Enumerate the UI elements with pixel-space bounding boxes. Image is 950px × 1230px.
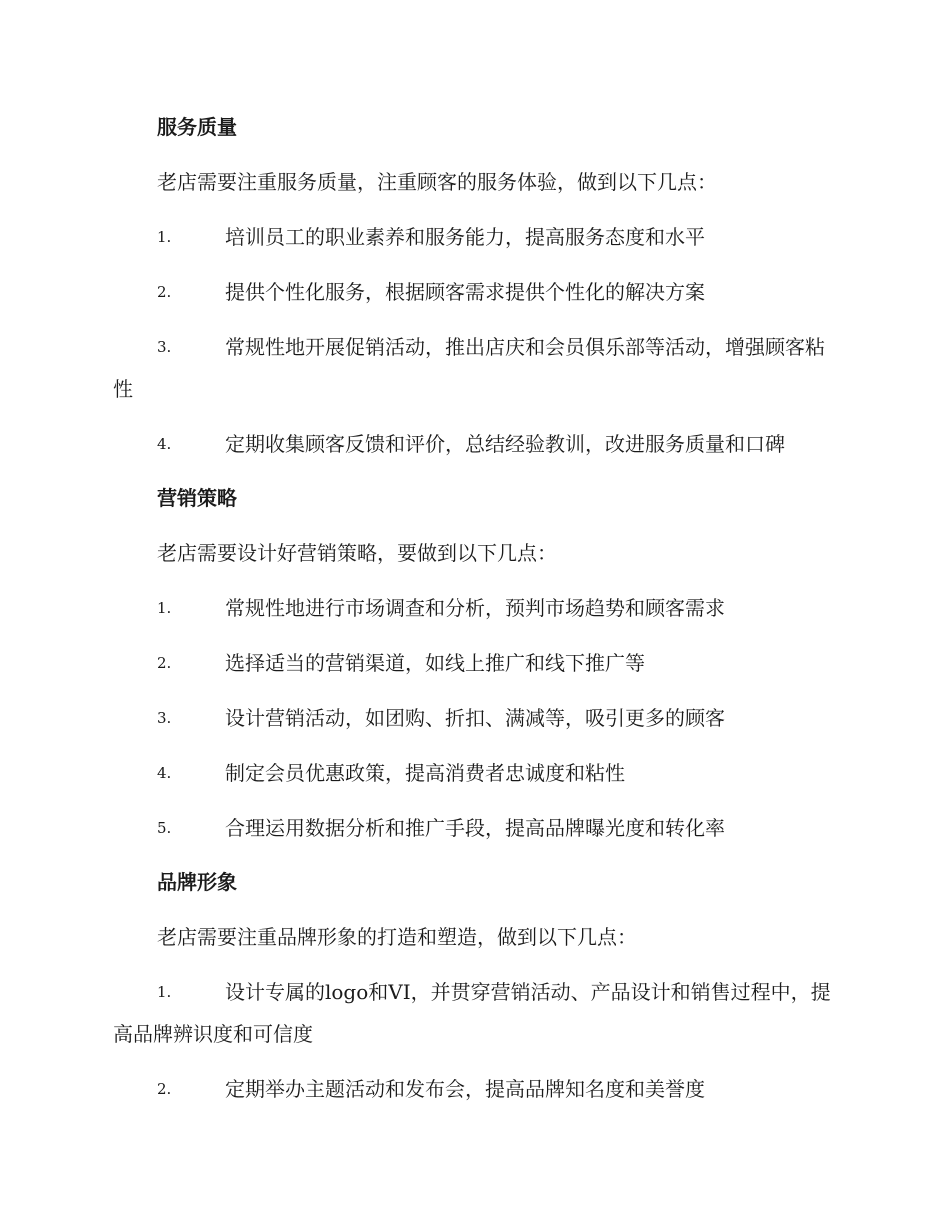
list-item-text: 选择适当的营销渠道，如线上推广和线下推广等 bbox=[225, 651, 645, 675]
list-item bbox=[113, 216, 843, 258]
list-item-text: 制定会员优惠政策，提高消费者忠诚度和粘性 bbox=[225, 761, 625, 785]
list-item-text: 定期举办主题活动和发布会，提高品牌知名度和美誉度 bbox=[225, 1077, 705, 1101]
list-item bbox=[113, 807, 843, 849]
list-item-number: 1. bbox=[157, 228, 172, 246]
section-intro-service-quality: 老店需要注重服务质量，注重顾客的服务体验，做到以下几点： bbox=[157, 170, 717, 194]
list-item-text: 提供个性化服务，根据顾客需求提供个性化的解决方案 bbox=[225, 280, 705, 304]
list-item bbox=[113, 1068, 843, 1110]
list-item-number: 3. bbox=[157, 338, 172, 356]
list-item bbox=[113, 423, 843, 465]
list-item bbox=[113, 271, 843, 313]
list-item-number: 1. bbox=[157, 599, 172, 617]
list-item-number: 2. bbox=[157, 1080, 172, 1098]
section-intro-brand-image: 老店需要注重品牌形象的打造和塑造，做到以下几点： bbox=[157, 925, 637, 949]
list-item bbox=[113, 752, 843, 794]
section-heading-service-quality: 服务质量 bbox=[157, 115, 237, 139]
list-item-text: 设计专属的logo和VI，并贯穿营销活动、产品设计和销售过程中，提高品牌辨识度和可信度 bbox=[113, 980, 831, 1046]
list-item-number: 1. bbox=[157, 983, 172, 1001]
list-item bbox=[113, 697, 843, 739]
section-heading-marketing-strategy: 营销策略 bbox=[157, 486, 237, 510]
list-item-number: 3. bbox=[157, 709, 172, 727]
list-item bbox=[113, 587, 843, 629]
list-item-number: 4. bbox=[157, 764, 172, 782]
list-item-text: 常规性地开展促销活动，推出店庆和会员俱乐部等活动，增强顾客粘性 bbox=[113, 335, 825, 401]
section-heading-brand-image: 品牌形象 bbox=[157, 870, 237, 894]
list-item bbox=[113, 326, 843, 410]
list-item-text: 定期收集顾客反馈和评价，总结经验教训，改进服务质量和口碑 bbox=[225, 432, 785, 456]
list-item bbox=[113, 971, 843, 1055]
list-item-text: 设计营销活动，如团购、折扣、满减等，吸引更多的顾客 bbox=[225, 706, 725, 730]
list-item-number: 4. bbox=[157, 435, 172, 453]
list-item-text: 合理运用数据分析和推广手段，提高品牌曝光度和转化率 bbox=[225, 816, 725, 840]
list-item-number: 2. bbox=[157, 283, 172, 301]
list-item bbox=[113, 642, 843, 684]
list-item-text: 培训员工的职业素养和服务能力，提高服务态度和水平 bbox=[225, 225, 705, 249]
section-intro-marketing-strategy: 老店需要设计好营销策略，要做到以下几点： bbox=[157, 541, 557, 565]
list-item-number: 2. bbox=[157, 654, 172, 672]
list-item-text: 常规性地进行市场调查和分析，预判市场趋势和顾客需求 bbox=[225, 596, 725, 620]
list-item-number: 5. bbox=[157, 819, 172, 837]
